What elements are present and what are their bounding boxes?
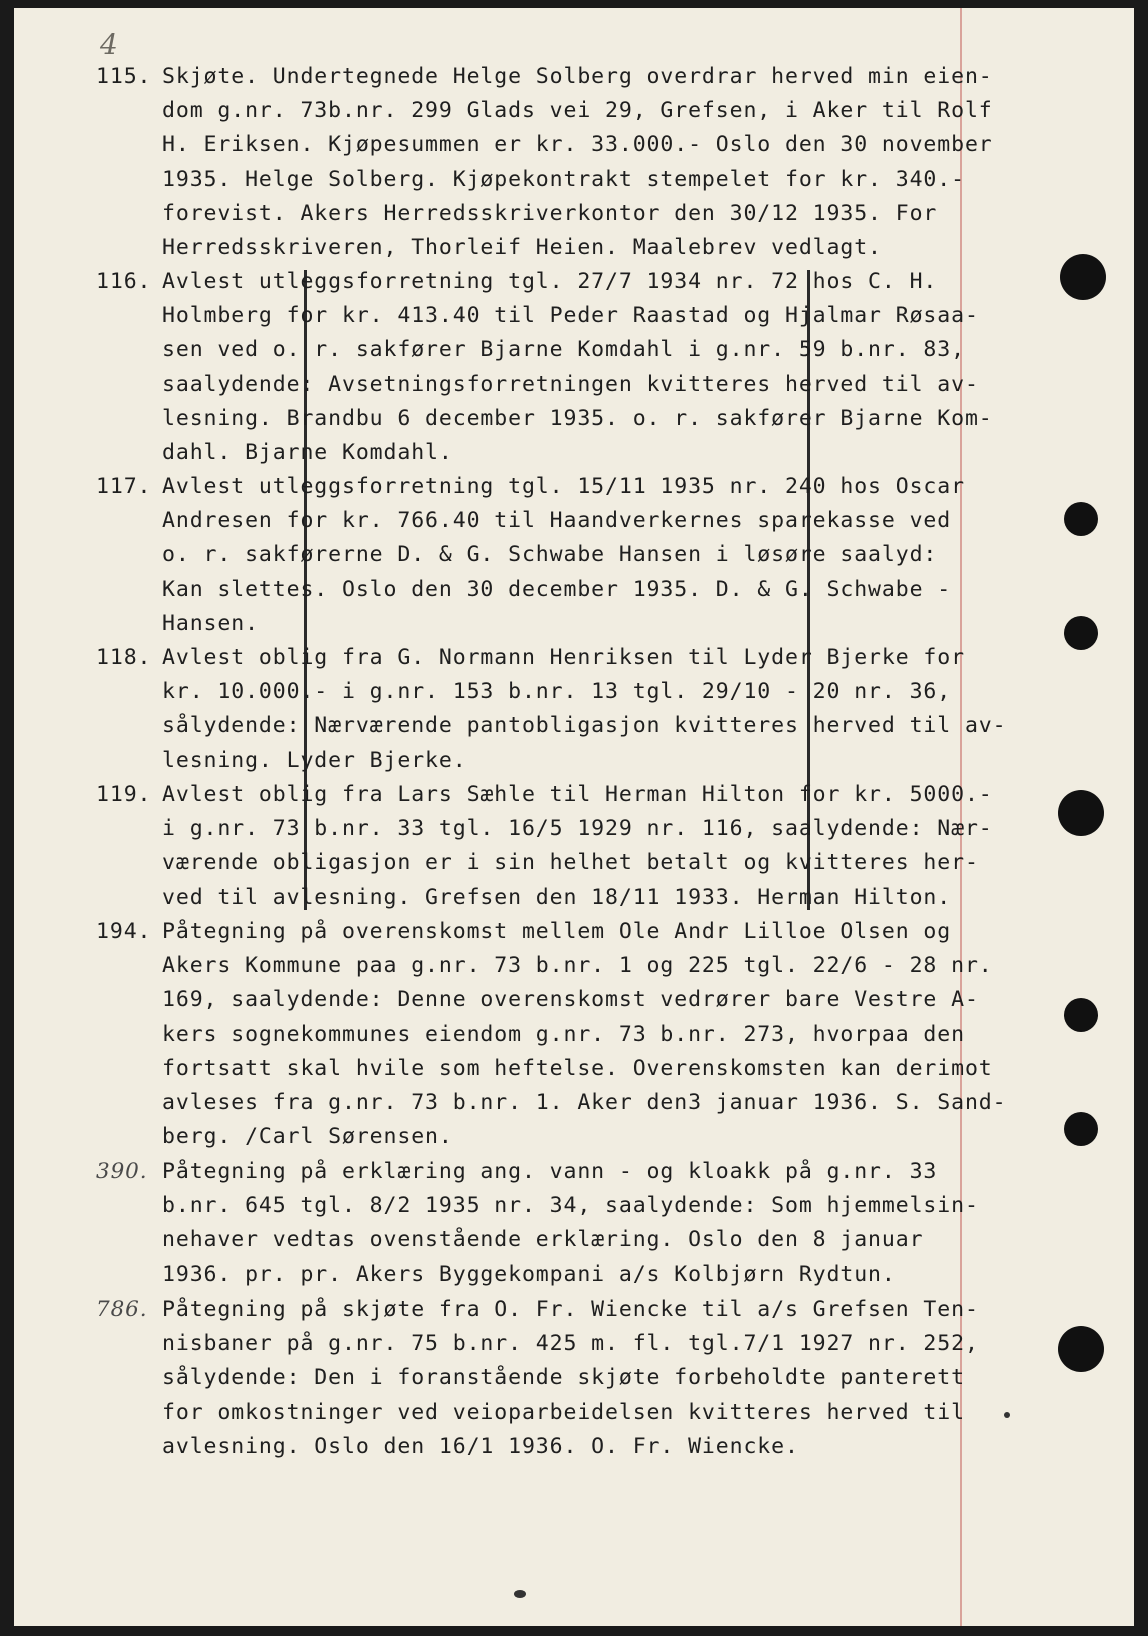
entry-116 (96, 265, 993, 470)
entry-line: 116. Avlest utleggsforretning tgl. 27/7 1934 nr. 72 hos C. H. (96, 265, 976, 299)
entry-number: 117. (96, 474, 152, 499)
entry-line: Andresen for kr. 766.40 til Haandverkernes sparekasse ved (162, 508, 952, 534)
entry-line: H. Eriksen. Kjøpesummen er kr. 33.000.- Oslo den 30 november (162, 132, 993, 158)
entry-number: 390. (96, 1159, 148, 1184)
entry-line: 390. Påtegning på erklæring ang. vann - og kloakk på g.nr. 33 (96, 1155, 976, 1189)
entry-line: 118. Avlest oblig fra G. Normann Henriksen til Lyder Bjerke for (96, 641, 976, 675)
punch-hole (1064, 1112, 1098, 1146)
entry-line: avlesning. Oslo den 16/1 1936. O. Fr. Wiencke. (162, 1433, 799, 1459)
ink-speck (1004, 1412, 1010, 1418)
entry-number: 119. (96, 782, 152, 807)
entry-line: 1935. Helge Solberg. Kjøpekontrakt stempelet for kr. 340.- (162, 166, 965, 192)
entry-line: Herredsskriveren, Thorleif Heien. Maalebrev vedlagt. (162, 235, 882, 261)
entry-number: 118. (96, 645, 152, 670)
entry-line: i g.nr. 73 b.nr. 33 tgl. 16/5 1929 nr. 116, saalydende: Nær- (162, 816, 993, 842)
entry-line: 786. Påtegning på skjøte fra O. Fr. Wiencke til a/s Grefsen Ten- (96, 1293, 976, 1327)
entry-line: kers sognekommunes eiendom g.nr. 73 b.nr. 273, hvorpaa den (162, 1021, 965, 1047)
register-page (14, 8, 1134, 1626)
ink-speck (514, 1590, 526, 1598)
entry-line: Akers Kommune paa g.nr. 73 b.nr. 1 og 225 tgl. 22/6 - 28 nr. (162, 953, 993, 979)
entry-line: fortsatt skal hvile som heftelse. Overenskomsten kan derimot (162, 1055, 993, 1081)
entry-line: 117. Avlest utleggsforretning tgl. 15/11 1935 nr. 240 hos Oscar (96, 470, 976, 504)
entry-line: 169, saalydende: Denne overenskomst vedrører bare Vestre A- (162, 987, 979, 1013)
entry-line: dahl. Bjarne Komdahl. (162, 440, 453, 466)
entry-number: 115. (96, 64, 152, 89)
entry-line: Kan slettes. Oslo den 30 december 1935. D. & G. Schwabe - (162, 576, 952, 602)
entry-line: avleses fra g.nr. 73 b.nr. 1. Aker den3 januar 1936. S. Sand- (162, 1090, 1007, 1116)
entry-118 (96, 641, 1007, 778)
entry-line: nisbaner på g.nr. 75 b.nr. 425 m. fl. tgl.7/1 1927 nr. 252, (162, 1331, 979, 1357)
punch-hole (1060, 254, 1106, 300)
entry-line: 194. Påtegning på overenskomst mellem Ole Andr Lilloe Olsen og (96, 915, 976, 949)
entry-line: 1936. pr. pr. Akers Byggekompani a/s Kolbjørn Rydtun. (162, 1261, 896, 1287)
entry-line: værende obligasjon er i sin helhet betalt og kvitteres her- (162, 850, 979, 876)
punch-hole (1058, 790, 1104, 836)
entry-line: Holmberg for kr. 413.40 til Peder Raastad og Hjalmar Røsaa- (162, 303, 979, 329)
entry-line: 115. Skjøte. Undertegnede Helge Solberg overdrar herved min eien- (96, 60, 976, 94)
page-number: 4 (100, 28, 118, 61)
entry-line: o. r. sakførerne D. & G. Schwabe Hansen i løsøre saalyd: (162, 542, 938, 568)
entry-line: 119. Avlest oblig fra Lars Sæhle til Herman Hilton for kr. 5000.- (96, 778, 976, 812)
entry-line: sen ved o. r. sakfører Bjarne Komdahl i g.nr. 59 b.nr. 83, (162, 337, 965, 363)
entry-line: ved til avlesning. Grefsen den 18/11 1933. Herman Hilton. (162, 884, 952, 910)
entry-786 (96, 1293, 979, 1464)
entry-line: b.nr. 645 tgl. 8/2 1935 nr. 34, saalydende: Som hjemmelsin- (162, 1193, 979, 1219)
entry-390 (96, 1155, 979, 1292)
punch-hole (1064, 502, 1098, 536)
entry-line: Hansen. (162, 610, 259, 636)
entry-line: sålydende: Nærværende pantobligasjon kvitteres herved til av- (162, 713, 1007, 739)
entry-119 (96, 778, 993, 915)
entry-line: sålydende: Den i foranstående skjøte forbeholdte panterett (162, 1365, 965, 1391)
entry-line: saalydende: Avsetningsforretningen kvitteres herved til av- (162, 371, 979, 397)
punch-hole (1064, 998, 1098, 1032)
entry-line: lesning. Brandbu 6 december 1935. o. r. sakfører Bjarne Kom- (162, 405, 993, 431)
entry-number: 116. (96, 269, 152, 294)
punch-hole (1064, 616, 1098, 650)
entry-line: berg. /Carl Sørensen. (162, 1124, 453, 1150)
entry-117 (96, 470, 976, 641)
entry-line: nehaver vedtas ovenstående erklæring. Oslo den 8 januar (162, 1227, 924, 1253)
punch-hole (1058, 1326, 1104, 1372)
entry-number: 786. (96, 1297, 148, 1322)
entry-line: for omkostninger ved veioparbeidelsen kvitteres herved til (162, 1399, 965, 1425)
entry-line: forevist. Akers Herredsskriverkontor den 30/12 1935. For (162, 200, 938, 226)
entry-line: lesning. Lyder Bjerke. (162, 747, 467, 773)
entry-115 (96, 60, 993, 265)
entry-number: 194. (96, 919, 152, 944)
entry-line: kr. 10.000.- i g.nr. 153 b.nr. 13 tgl. 29/10 - 20 nr. 36, (162, 679, 952, 705)
entry-line: dom g.nr. 73b.nr. 299 Glads vei 29, Grefsen, i Aker til Rolf (162, 98, 993, 124)
entry-194 (96, 915, 1007, 1154)
register-entries (14, 8, 1134, 1626)
